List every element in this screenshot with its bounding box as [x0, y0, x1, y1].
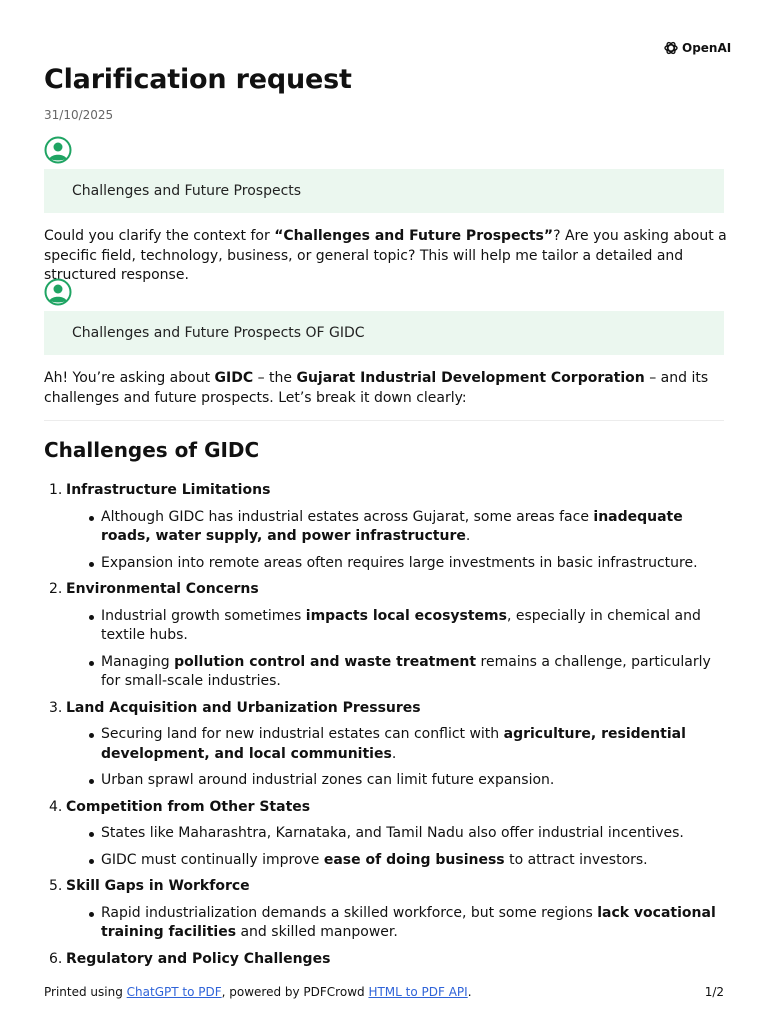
user-message [44, 169, 724, 213]
sub-list [66, 904, 728, 943]
bullet-text: . [465, 528, 471, 544]
bullet-text: GIDC must continually improve [101, 851, 324, 868]
sub-list-item [66, 771, 728, 791]
reply-text: – and its challenges and future prospects. Let’s break it down clearly: [44, 370, 709, 406]
sub-list-item [66, 725, 728, 764]
user-avatar-icon [44, 278, 72, 306]
bullet-text: Rapid industrialization demands a skilled workforce, but some regions [101, 904, 598, 921]
list-item [44, 481, 728, 573]
bullet-icon [89, 912, 94, 917]
reply-bold: “Challenges and Future Prospects” [274, 228, 554, 244]
page-number: 1/2 [704, 985, 724, 999]
bullet-icon [89, 859, 94, 864]
sub-list [66, 725, 728, 791]
bullet-bold: impacts local ecosystems [305, 607, 507, 624]
reply-text: Ah! You’re asking about [44, 370, 215, 386]
assistant-reply [44, 369, 728, 408]
bullet-text: remains a challenge, particularly for small-scale industries. [101, 653, 711, 689]
item-title: Competition from Other States [66, 798, 311, 815]
bullet-text: . [391, 745, 397, 762]
sub-list-item [66, 851, 728, 871]
user-message-text: Challenges and Future Prospects [72, 183, 302, 199]
sub-list-item [66, 554, 728, 574]
section-heading: Challenges of GIDC [44, 438, 260, 462]
bullet-text: Managing [101, 653, 175, 670]
footer [44, 985, 724, 999]
sub-list-item [66, 607, 728, 646]
bullet-text: Industrial growth sometimes [101, 607, 306, 624]
bullet-bold: inadequate roads, water supply, and power infrastructure [101, 508, 683, 544]
item-number: 6. [49, 950, 63, 967]
reply-bold: GIDC [214, 370, 254, 386]
list-item [44, 877, 728, 943]
bullet-icon [89, 832, 94, 837]
item-number: 1. [49, 482, 63, 498]
sub-list-item [66, 904, 728, 943]
bullet-icon [89, 615, 94, 620]
page-title: Clarification request [44, 64, 352, 95]
item-title: Skill Gaps in Workforce [66, 878, 250, 894]
sub-list-item [66, 508, 728, 547]
list-item [44, 950, 728, 970]
openai-logo [663, 40, 731, 56]
bullet-text: Although GIDC has industrial estates across Gujarat, some areas face [101, 508, 594, 525]
reply-text: Could you clarify the context for [44, 228, 275, 244]
item-number: 4. [49, 798, 63, 815]
sub-list-item [66, 824, 728, 844]
user-avatar-icon [44, 136, 72, 164]
bullet-text: Urban sprawl around industrial zones can limit future expansion. [101, 772, 555, 788]
bullet-icon [89, 779, 94, 784]
list-item [44, 699, 728, 791]
item-number: 2. [49, 581, 63, 597]
bullet-bold: ease of doing business [323, 851, 505, 868]
logo-text: OpenAI [682, 41, 732, 55]
item-number: 3. [49, 699, 63, 716]
list-item [44, 798, 728, 871]
item-title: Environmental Concerns [66, 581, 259, 597]
user-message [44, 311, 724, 355]
bullet-icon [89, 733, 94, 738]
bullet-text: Securing land for new industrial estates can conflict with [101, 726, 504, 742]
divider [44, 420, 724, 421]
sub-list [66, 607, 728, 692]
item-title: Regulatory and Policy Challenges [66, 950, 331, 967]
item-number: 5. [49, 878, 63, 894]
bullet-text: States like Maharashtra, Karnataka, and Tamil Nadu also offer industrial incentives. [101, 825, 684, 841]
html-to-pdf-api-link[interactable]: HTML to PDF API [368, 985, 468, 999]
bullet-bold: agriculture, residential development, and local communities [101, 726, 686, 762]
item-title: Infrastructure Limitations [66, 482, 271, 498]
conversation-date: 31/10/2025 [44, 108, 114, 122]
bullet-text: and skilled manpower. [236, 924, 398, 940]
footer-text: , powered by PDFCrowd [221, 985, 369, 999]
reply-bold: Gujarat Industrial Development Corporation [296, 370, 645, 386]
sub-list [66, 824, 728, 870]
bullet-text: to attract investors. [504, 851, 648, 868]
bullet-text: Expansion into remote areas often requires large investments in basic infrastructure. [101, 554, 698, 571]
list-item [44, 580, 728, 692]
reply-text: ? Are you asking about a specific field, technology, business, or general topic? This will help me tailor a detailed and structured response. [44, 228, 727, 283]
chatgpt-to-pdf-link[interactable]: ChatGPT to PDF [126, 985, 222, 999]
bullet-bold: lack vocational training facilities [101, 904, 716, 940]
sub-list-item [66, 653, 728, 692]
bullet-bold: pollution control and waste treatment [174, 653, 477, 670]
bullet-text: , especially in chemical and textile hubs. [101, 607, 701, 643]
challenges-list [44, 481, 728, 976]
bullet-icon [89, 661, 94, 666]
item-title: Land Acquisition and Urbanization Pressures [66, 699, 421, 716]
bullet-icon [89, 516, 94, 521]
sub-list [66, 508, 728, 574]
user-message-text: Challenges and Future Prospects OF GIDC [72, 325, 365, 341]
assistant-reply [44, 227, 728, 286]
footer-text: Printed using [44, 985, 127, 999]
footer-credits [44, 985, 472, 999]
bullet-icon [89, 562, 94, 567]
reply-text: – the [253, 370, 297, 386]
openai-logo-icon [663, 40, 679, 56]
footer-text: . [467, 985, 472, 999]
